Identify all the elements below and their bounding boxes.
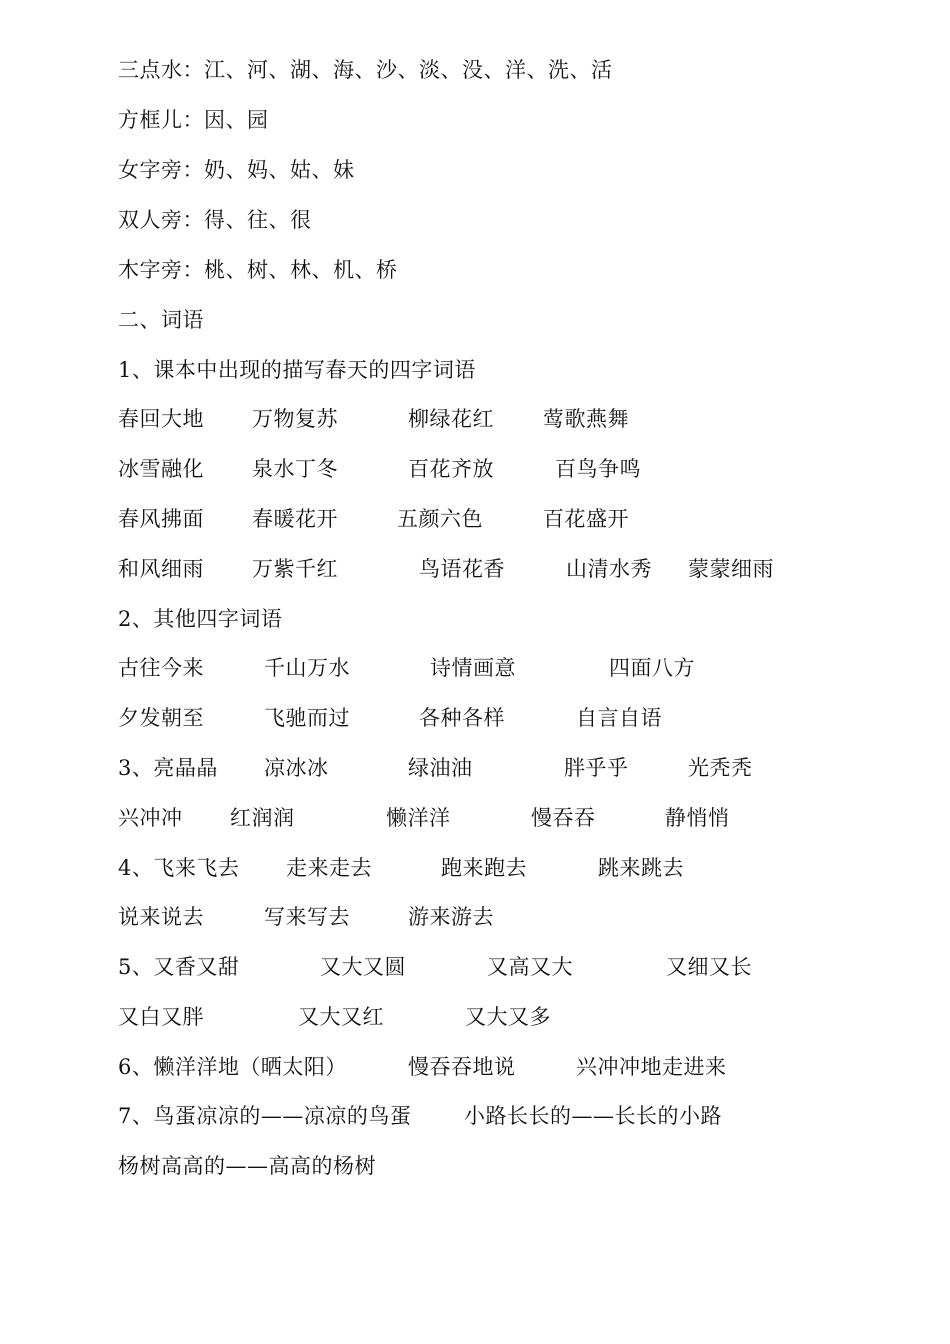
word-item: 又大又多 — [465, 1005, 551, 1029]
word-item: 懒洋洋 — [386, 806, 451, 830]
line-text: 方框儿：因、园 — [118, 108, 269, 132]
word-item: 光秃秃 — [688, 756, 753, 780]
word-item: 4、飞来飞去 — [118, 856, 240, 880]
line-text: 2、其他四字词语 — [118, 607, 283, 631]
word-item: 又白又胖 — [118, 1005, 204, 1029]
word-item: 5、又香又甜 — [118, 955, 240, 979]
word-item: 自言自语 — [576, 706, 662, 730]
word-item: 胖乎乎 — [564, 756, 629, 780]
word-item: 绿油油 — [408, 756, 473, 780]
word-item: 说来说去 — [118, 905, 204, 929]
text-line — [0, 999, 950, 1035]
word-item: 诗情画意 — [430, 656, 516, 680]
word-item: 又高又大 — [487, 955, 573, 979]
line-text: 木字旁：桃、树、林、机、桥 — [118, 258, 398, 282]
word-item: 写来写去 — [264, 905, 350, 929]
text-line — [0, 302, 950, 338]
word-item: 百花齐放 — [408, 457, 494, 481]
text-line — [0, 501, 950, 537]
line-text: 二、词语 — [118, 308, 204, 332]
word-item: 百鸟争鸣 — [555, 457, 641, 481]
word-item: 五颜六色 — [397, 507, 483, 531]
word-item: 春回大地 — [118, 407, 204, 431]
text-line — [0, 949, 950, 985]
text-line — [0, 1148, 950, 1184]
word-item: 兴冲冲 — [118, 806, 183, 830]
word-item: 又大又圆 — [320, 955, 406, 979]
word-item: 万紫千红 — [252, 557, 338, 581]
text-line — [0, 800, 950, 836]
word-item: 6、懒洋洋地（晒太阳） — [118, 1055, 347, 1079]
text-line — [0, 252, 950, 288]
word-item: 慢吞吞地说 — [408, 1055, 516, 1079]
word-item: 百花盛开 — [543, 507, 629, 531]
word-item: 柳绿花红 — [408, 407, 494, 431]
line-text: 三点水：江、河、湖、海、沙、淡、没、洋、洗、活 — [118, 58, 613, 82]
word-item: 红润润 — [230, 806, 295, 830]
word-item: 夕发朝至 — [118, 706, 204, 730]
word-item: 春暖花开 — [252, 507, 338, 531]
word-item: 千山万水 — [264, 656, 350, 680]
word-item: 凉冰冰 — [264, 756, 329, 780]
text-line — [0, 102, 950, 138]
text-line — [0, 1098, 950, 1134]
line-text: 女字旁：奶、妈、姑、妹 — [118, 158, 355, 182]
line-text: 1、课本中出现的描写春天的四字词语 — [118, 358, 476, 382]
text-line — [0, 750, 950, 786]
text-line — [0, 401, 950, 437]
word-item: 飞驰而过 — [264, 706, 350, 730]
word-item: 泉水丁冬 — [252, 457, 338, 481]
word-item: 小路长长的——长长的小路 — [464, 1104, 722, 1128]
word-item: 又细又长 — [666, 955, 752, 979]
text-line — [0, 52, 950, 88]
text-line — [0, 700, 950, 736]
word-item: 四面八方 — [609, 656, 695, 680]
text-line — [0, 1049, 950, 1085]
word-item: 鸟语花香 — [419, 557, 505, 581]
word-item: 3、亮晶晶 — [118, 756, 218, 780]
word-item: 和风细雨 — [118, 557, 204, 581]
word-item: 跑来跑去 — [441, 856, 527, 880]
text-line — [0, 551, 950, 587]
text-line — [0, 202, 950, 238]
word-item: 蒙蒙细雨 — [688, 557, 774, 581]
word-item: 游来游去 — [408, 905, 494, 929]
word-item: 又大又红 — [298, 1005, 384, 1029]
word-item: 万物复苏 — [252, 407, 338, 431]
line-text: 杨树高高的——高高的杨树 — [118, 1154, 376, 1178]
text-line — [0, 352, 950, 388]
text-line — [0, 899, 950, 935]
word-item: 春风拂面 — [118, 507, 204, 531]
word-item: 各种各样 — [419, 706, 505, 730]
text-line — [0, 850, 950, 886]
word-item: 古往今来 — [118, 656, 204, 680]
word-item: 7、鸟蛋凉凉的——凉凉的鸟蛋 — [118, 1104, 412, 1128]
word-item: 走来走去 — [286, 856, 372, 880]
text-line — [0, 601, 950, 637]
word-item: 跳来跳去 — [598, 856, 684, 880]
word-item: 兴冲冲地走进来 — [576, 1055, 727, 1079]
word-item: 莺歌燕舞 — [543, 407, 629, 431]
word-item: 山清水秀 — [566, 557, 652, 581]
text-line — [0, 451, 950, 487]
text-line — [0, 650, 950, 686]
word-item: 静悄悄 — [665, 806, 730, 830]
word-item: 冰雪融化 — [118, 457, 204, 481]
text-line — [0, 152, 950, 188]
word-item: 慢吞吞 — [531, 806, 596, 830]
line-text: 双人旁：得、往、很 — [118, 208, 312, 232]
